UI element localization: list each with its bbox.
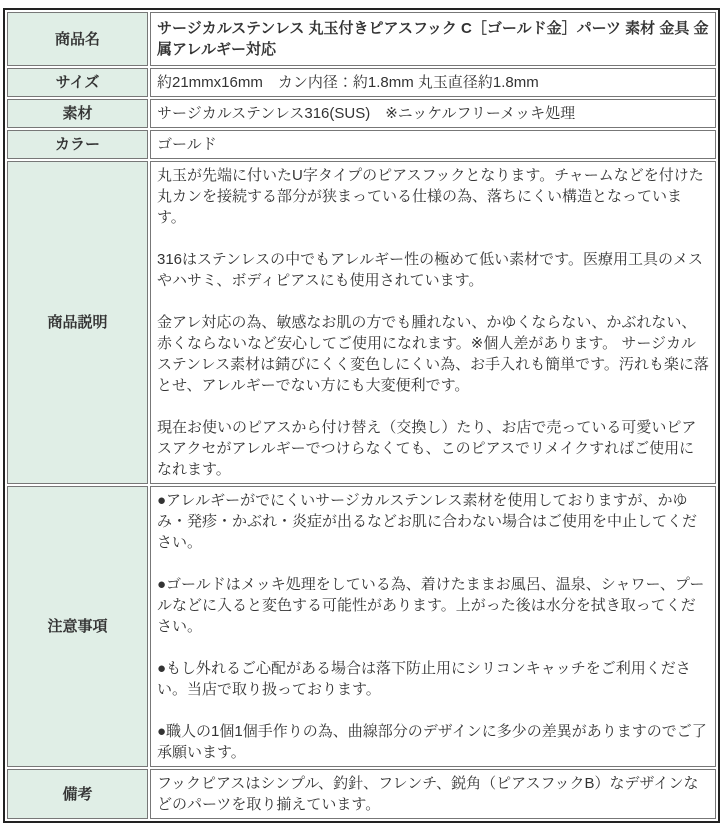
- row-value-description: [150, 161, 716, 484]
- description-paragraph-3: 金アレ対応の為、敏感なお肌の方でも腫れない、かゆくならない、かぶれない、赤くならないなど安心してご使用になれます。※個人差があります。 サージカルステンレス素材は錆びにくく変色しにくい為、お手入れも簡単です。汚れも楽に落とせ、アレルギーでない方にも大変便利です。: [157, 314, 709, 394]
- row-header-size: サイズ: [7, 68, 148, 97]
- notes-paragraph-1: ●アレルギーがでにくいサージカルステンレス素材を使用しておりますが、かゆみ・発疹・かぶれ・炎症が出るなどお肌に合わない場合はご使用を中止してください。: [157, 492, 698, 551]
- spec-row-remarks: [7, 769, 716, 819]
- description-paragraph-4: 現在お使いのピアスから付け替え（交換し）たり、お店で売っている可愛いピアスアクセがアレルギーでつけらなくても、このピアスでリメイクすればご使用になれます。: [157, 419, 697, 478]
- color-text: ゴールド: [157, 136, 217, 153]
- notes-paragraph-4: ●職人の1個1個手作りの為、曲線部分のデザインに多少の差異がありますのでご了承願います。: [157, 723, 707, 761]
- spec-row-product-name: [7, 12, 716, 66]
- row-header-color: カラー: [7, 130, 148, 159]
- material-text: サージカルステンレス316(SUS) ※ニッケルフリーメッキ処理: [157, 105, 576, 122]
- product-name-text: サージカルステンレス 丸玉付きピアスフック C［ゴールド金］パーツ 素材 金具 金属アレルギー対応: [157, 20, 709, 58]
- notes-paragraph-3: ●もし外れるご心配がある場合は落下防止用にシリコンキャッチをご利用ください。当店で取り扱っております。: [157, 660, 691, 698]
- row-value-material: [150, 99, 716, 128]
- spec-row-size: [7, 68, 716, 97]
- spec-row-notes: [7, 486, 716, 767]
- notes-paragraph-2: ●ゴールドはメッキ処理をしている為、着けたままお風呂、温泉、シャワー、プールなどに入ると変色する可能性があります。上がった後は水分を拭き取ってください。: [157, 576, 705, 635]
- row-value-remarks: [150, 769, 716, 819]
- row-header-product-name: 商品名: [7, 12, 148, 66]
- size-text: 約21mmx16mm カン内径：約1.8mm 丸玉直径約1.8mm: [157, 74, 539, 91]
- row-value-notes: [150, 486, 716, 767]
- description-paragraph-1: 丸玉が先端に付いたU字タイプのピアスフックとなります。チャームなどを付けた丸カンを接続する部分が狭まっている仕様の為、落ちにくい構造となっています。: [157, 167, 704, 226]
- spec-row-material: [7, 99, 716, 128]
- row-value-size: [150, 68, 716, 97]
- spec-row-description: [7, 161, 716, 484]
- row-header-notes: 注意事項: [7, 486, 148, 767]
- row-header-material: 素材: [7, 99, 148, 128]
- row-value-product-name: [150, 12, 716, 66]
- product-spec-table: [3, 8, 720, 823]
- description-paragraph-2: 316はステンレスの中でもアレルギー性の極めて低い素材です。医療用工具のメスやハサミ、ボディピアスにも使用されています。: [157, 251, 703, 289]
- spec-row-color: [7, 130, 716, 159]
- row-header-remarks: 備考: [7, 769, 148, 819]
- remarks-text: フックピアスはシンプル、釣針、フレンチ、鋭角（ピアスフックB）なデザインなどのパーツを取り揃えています。: [157, 775, 699, 813]
- row-header-description: 商品説明: [7, 161, 148, 484]
- row-value-color: [150, 130, 716, 159]
